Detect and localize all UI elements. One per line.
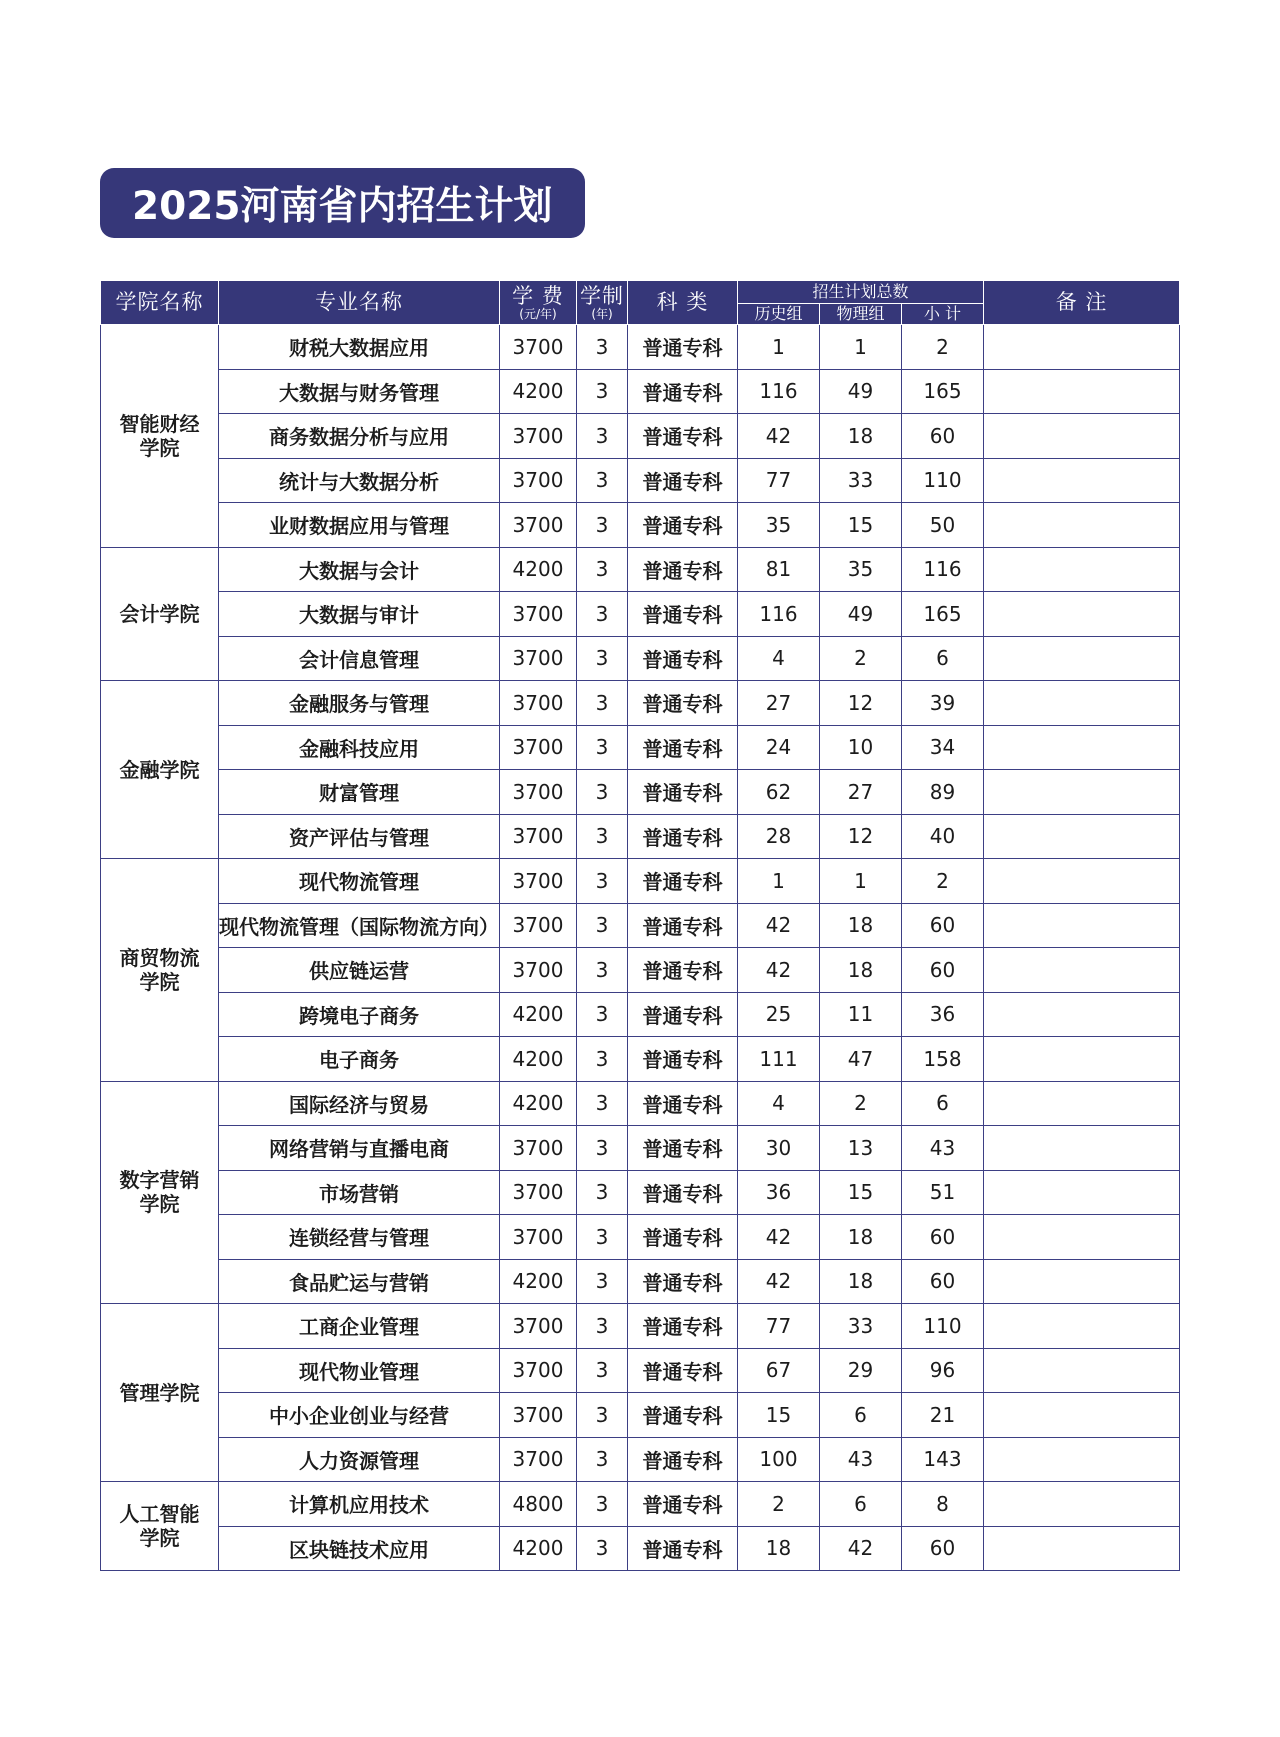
table-row: [101, 325, 1180, 370]
subtotal-cell: 60: [902, 903, 984, 948]
category-cell: 普通专科: [628, 903, 738, 948]
years-cell: 3: [577, 1259, 628, 1304]
history-count-cell: 62: [738, 770, 820, 815]
table-body: [101, 325, 1180, 1571]
enrollment-plan-table: [100, 280, 1180, 1571]
major-cell: 人力资源管理: [219, 1437, 500, 1482]
subtotal-cell: 89: [902, 770, 984, 815]
years-cell: 3: [577, 681, 628, 726]
major-cell: 供应链运营: [219, 948, 500, 993]
history-count-cell: 24: [738, 725, 820, 770]
subtotal-cell: 6: [902, 1081, 984, 1126]
history-count-cell: 81: [738, 547, 820, 592]
physics-count-cell: 1: [820, 325, 902, 370]
table-row: [101, 1081, 1180, 1126]
years-cell: 3: [577, 503, 628, 548]
fee-cell: 3700: [500, 814, 577, 859]
major-cell: 业财数据应用与管理: [219, 503, 500, 548]
fee-cell: 4200: [500, 1037, 577, 1082]
subtotal-cell: 165: [902, 592, 984, 637]
college-name-line: 会计学院: [119, 601, 200, 626]
category-cell: 普通专科: [628, 1170, 738, 1215]
physics-count-cell: 27: [820, 770, 902, 815]
header-category: 科 类: [628, 281, 738, 325]
table-row: [101, 1126, 1180, 1171]
remarks-cell: [984, 1170, 1180, 1215]
physics-count-cell: 1: [820, 859, 902, 904]
remarks-cell: [984, 1037, 1180, 1082]
years-cell: 3: [577, 1081, 628, 1126]
physics-count-cell: 18: [820, 414, 902, 459]
physics-count-cell: 33: [820, 1304, 902, 1349]
table-row: [101, 1259, 1180, 1304]
years-cell: 3: [577, 770, 628, 815]
years-cell: 3: [577, 1304, 628, 1349]
history-count-cell: 116: [738, 592, 820, 637]
fee-cell: 3700: [500, 1170, 577, 1215]
college-cell: [101, 1081, 219, 1304]
college-name-line: 人工智能: [119, 1502, 200, 1526]
major-cell: 财税大数据应用: [219, 325, 500, 370]
years-cell: 3: [577, 1126, 628, 1171]
physics-count-cell: 43: [820, 1437, 902, 1482]
category-cell: 普通专科: [628, 592, 738, 637]
header-physics: 物理组: [820, 304, 902, 325]
remarks-cell: [984, 414, 1180, 459]
fee-cell: 3700: [500, 1126, 577, 1171]
subtotal-cell: 2: [902, 859, 984, 904]
physics-count-cell: 18: [820, 903, 902, 948]
major-cell: 现代物流管理: [219, 859, 500, 904]
subtotal-cell: 116: [902, 547, 984, 592]
header-remarks: 备 注: [984, 281, 1180, 325]
physics-count-cell: 11: [820, 992, 902, 1037]
fee-cell: 4200: [500, 992, 577, 1037]
major-cell: 现代物流管理（国际物流方向）: [219, 903, 500, 948]
history-count-cell: 111: [738, 1037, 820, 1082]
category-cell: 普通专科: [628, 1126, 738, 1171]
history-count-cell: 30: [738, 1126, 820, 1171]
college-name-line: 学院: [139, 435, 180, 460]
history-count-cell: 42: [738, 1215, 820, 1260]
years-cell: 3: [577, 1393, 628, 1438]
physics-count-cell: 15: [820, 503, 902, 548]
major-cell: 大数据与会计: [219, 547, 500, 592]
fee-cell: 4200: [500, 1259, 577, 1304]
history-count-cell: 77: [738, 458, 820, 503]
college-name-line: 数字营销: [119, 1168, 200, 1193]
years-cell: 3: [577, 1037, 628, 1082]
years-cell: 3: [577, 458, 628, 503]
remarks-cell: [984, 592, 1180, 637]
remarks-cell: [984, 1348, 1180, 1393]
subtotal-cell: 34: [902, 725, 984, 770]
category-cell: 普通专科: [628, 770, 738, 815]
table-row: [101, 1304, 1180, 1349]
physics-count-cell: 12: [820, 814, 902, 859]
table-row: [101, 547, 1180, 592]
physics-count-cell: 18: [820, 1259, 902, 1304]
fee-cell: 3700: [500, 1215, 577, 1260]
header-fee: [500, 281, 577, 325]
years-cell: 3: [577, 859, 628, 904]
physics-count-cell: 18: [820, 1215, 902, 1260]
remarks-cell: [984, 369, 1180, 414]
physics-count-cell: 35: [820, 547, 902, 592]
years-cell: 3: [577, 903, 628, 948]
fee-cell: 3700: [500, 859, 577, 904]
major-cell: 金融科技应用: [219, 725, 500, 770]
major-cell: 工商企业管理: [219, 1304, 500, 1349]
major-cell: 电子商务: [219, 1037, 500, 1082]
subtotal-cell: 36: [902, 992, 984, 1037]
table-row: [101, 1437, 1180, 1482]
years-cell: 3: [577, 948, 628, 993]
major-cell: 中小企业创业与经营: [219, 1393, 500, 1438]
history-count-cell: 28: [738, 814, 820, 859]
subtotal-cell: 60: [902, 1215, 984, 1260]
table-row: [101, 414, 1180, 459]
fee-cell: 3700: [500, 503, 577, 548]
history-count-cell: 42: [738, 903, 820, 948]
subtotal-cell: 165: [902, 369, 984, 414]
header-history: 历史组: [738, 304, 820, 325]
remarks-cell: [984, 770, 1180, 815]
header-fee-label: 学 费: [512, 283, 564, 308]
major-cell: 计算机应用技术: [219, 1482, 500, 1527]
table-row: [101, 1482, 1180, 1527]
remarks-cell: [984, 1437, 1180, 1482]
table-row: [101, 1393, 1180, 1438]
college-cell: [101, 681, 219, 859]
category-cell: 普通专科: [628, 725, 738, 770]
college-name-line: 管理学院: [119, 1380, 200, 1405]
category-cell: 普通专科: [628, 681, 738, 726]
remarks-cell: [984, 325, 1180, 370]
subtotal-cell: 51: [902, 1170, 984, 1215]
fee-cell: 3700: [500, 1393, 577, 1438]
category-cell: 普通专科: [628, 369, 738, 414]
header-college: 学院名称: [101, 281, 219, 325]
subtotal-cell: 21: [902, 1393, 984, 1438]
fee-cell: 3700: [500, 903, 577, 948]
header-plan-total: 招生计划总数: [738, 281, 984, 304]
subtotal-cell: 110: [902, 458, 984, 503]
physics-count-cell: 2: [820, 1081, 902, 1126]
category-cell: 普通专科: [628, 1081, 738, 1126]
header-years: [577, 281, 628, 325]
table-row: [101, 1037, 1180, 1082]
college-cell: [101, 1304, 219, 1482]
table-row: [101, 681, 1180, 726]
major-cell: 商务数据分析与应用: [219, 414, 500, 459]
remarks-cell: [984, 503, 1180, 548]
remarks-cell: [984, 458, 1180, 503]
fee-cell: 3700: [500, 1348, 577, 1393]
header-major: 专业名称: [219, 281, 500, 325]
category-cell: 普通专科: [628, 1037, 738, 1082]
history-count-cell: 27: [738, 681, 820, 726]
college-cell: [101, 547, 219, 681]
category-cell: 普通专科: [628, 1526, 738, 1571]
major-cell: 金融服务与管理: [219, 681, 500, 726]
category-cell: 普通专科: [628, 1304, 738, 1349]
category-cell: 普通专科: [628, 1482, 738, 1527]
category-cell: 普通专科: [628, 414, 738, 459]
major-cell: 跨境电子商务: [219, 992, 500, 1037]
history-count-cell: 15: [738, 1393, 820, 1438]
major-cell: 会计信息管理: [219, 636, 500, 681]
subtotal-cell: 39: [902, 681, 984, 726]
history-count-cell: 18: [738, 1526, 820, 1571]
table-row: [101, 903, 1180, 948]
physics-count-cell: 15: [820, 1170, 902, 1215]
physics-count-cell: 33: [820, 458, 902, 503]
major-cell: 资产评估与管理: [219, 814, 500, 859]
category-cell: 普通专科: [628, 948, 738, 993]
fee-cell: 3700: [500, 948, 577, 993]
years-cell: 3: [577, 725, 628, 770]
category-cell: 普通专科: [628, 1437, 738, 1482]
fee-cell: 3700: [500, 1437, 577, 1482]
category-cell: 普通专科: [628, 859, 738, 904]
subtotal-cell: 60: [902, 1259, 984, 1304]
major-cell: 大数据与财务管理: [219, 369, 500, 414]
fee-cell: 4200: [500, 369, 577, 414]
physics-count-cell: 47: [820, 1037, 902, 1082]
physics-count-cell: 10: [820, 725, 902, 770]
remarks-cell: [984, 1482, 1180, 1527]
header-subtotal: 小 计: [902, 304, 984, 325]
table-row: [101, 1348, 1180, 1393]
table-row: [101, 725, 1180, 770]
college-cell: [101, 325, 219, 548]
category-cell: 普通专科: [628, 992, 738, 1037]
remarks-cell: [984, 903, 1180, 948]
remarks-cell: [984, 1081, 1180, 1126]
history-count-cell: 100: [738, 1437, 820, 1482]
category-cell: 普通专科: [628, 1393, 738, 1438]
remarks-cell: [984, 814, 1180, 859]
category-cell: 普通专科: [628, 547, 738, 592]
college-cell: [101, 859, 219, 1082]
physics-count-cell: 13: [820, 1126, 902, 1171]
physics-count-cell: 6: [820, 1482, 902, 1527]
history-count-cell: 42: [738, 1259, 820, 1304]
remarks-cell: [984, 948, 1180, 993]
years-cell: 3: [577, 592, 628, 637]
subtotal-cell: 60: [902, 414, 984, 459]
years-cell: 3: [577, 814, 628, 859]
major-cell: 市场营销: [219, 1170, 500, 1215]
subtotal-cell: 40: [902, 814, 984, 859]
table-row: [101, 859, 1180, 904]
physics-count-cell: 6: [820, 1393, 902, 1438]
remarks-cell: [984, 1526, 1180, 1571]
fee-cell: 4200: [500, 547, 577, 592]
history-count-cell: 36: [738, 1170, 820, 1215]
table-row: [101, 1215, 1180, 1260]
college-name-line: 商贸物流: [119, 945, 200, 970]
subtotal-cell: 60: [902, 1526, 984, 1571]
physics-count-cell: 42: [820, 1526, 902, 1571]
history-count-cell: 42: [738, 414, 820, 459]
physics-count-cell: 49: [820, 592, 902, 637]
years-cell: 3: [577, 1215, 628, 1260]
fee-cell: 4800: [500, 1482, 577, 1527]
category-cell: 普通专科: [628, 1215, 738, 1260]
fee-cell: 3700: [500, 681, 577, 726]
years-cell: 3: [577, 547, 628, 592]
table-header: [101, 281, 1180, 325]
fee-cell: 3700: [500, 325, 577, 370]
table-row: [101, 503, 1180, 548]
table-row: [101, 948, 1180, 993]
college-name-line: 学院: [139, 969, 180, 994]
category-cell: 普通专科: [628, 636, 738, 681]
fee-cell: 3700: [500, 592, 577, 637]
subtotal-cell: 6: [902, 636, 984, 681]
subtotal-cell: 60: [902, 948, 984, 993]
years-cell: 3: [577, 1437, 628, 1482]
table-row: [101, 1170, 1180, 1215]
history-count-cell: 4: [738, 1081, 820, 1126]
category-cell: 普通专科: [628, 503, 738, 548]
college-name-line: 学院: [139, 1192, 180, 1217]
table-row: [101, 592, 1180, 637]
fee-cell: 4200: [500, 1081, 577, 1126]
major-cell: 连锁经营与管理: [219, 1215, 500, 1260]
fee-cell: 3700: [500, 725, 577, 770]
remarks-cell: [984, 681, 1180, 726]
header-fee-unit: (元/年): [519, 306, 557, 321]
history-count-cell: 25: [738, 992, 820, 1037]
fee-cell: 3700: [500, 414, 577, 459]
years-cell: 3: [577, 1526, 628, 1571]
remarks-cell: [984, 1304, 1180, 1349]
category-cell: 普通专科: [628, 325, 738, 370]
subtotal-cell: 110: [902, 1304, 984, 1349]
major-cell: 区块链技术应用: [219, 1526, 500, 1571]
history-count-cell: 4: [738, 636, 820, 681]
major-cell: 现代物业管理: [219, 1348, 500, 1393]
years-cell: 3: [577, 414, 628, 459]
header-years-unit: (年): [591, 306, 613, 321]
page-title: 2025河南省内招生计划: [100, 168, 585, 238]
table-row: [101, 636, 1180, 681]
remarks-cell: [984, 1393, 1180, 1438]
remarks-cell: [984, 859, 1180, 904]
major-cell: 财富管理: [219, 770, 500, 815]
history-count-cell: 67: [738, 1348, 820, 1393]
subtotal-cell: 143: [902, 1437, 984, 1482]
table-row: [101, 458, 1180, 503]
subtotal-cell: 2: [902, 325, 984, 370]
category-cell: 普通专科: [628, 458, 738, 503]
years-cell: 3: [577, 992, 628, 1037]
history-count-cell: 1: [738, 325, 820, 370]
years-cell: 3: [577, 369, 628, 414]
table-row: [101, 770, 1180, 815]
history-count-cell: 42: [738, 948, 820, 993]
history-count-cell: 1: [738, 859, 820, 904]
history-count-cell: 116: [738, 369, 820, 414]
physics-count-cell: 12: [820, 681, 902, 726]
physics-count-cell: 2: [820, 636, 902, 681]
physics-count-cell: 49: [820, 369, 902, 414]
history-count-cell: 2: [738, 1482, 820, 1527]
college-cell: [101, 1482, 219, 1571]
history-count-cell: 35: [738, 503, 820, 548]
table-row: [101, 369, 1180, 414]
major-cell: 大数据与审计: [219, 592, 500, 637]
subtotal-cell: 96: [902, 1348, 984, 1393]
fee-cell: 3700: [500, 770, 577, 815]
remarks-cell: [984, 1126, 1180, 1171]
physics-count-cell: 29: [820, 1348, 902, 1393]
fee-cell: 3700: [500, 458, 577, 503]
years-cell: 3: [577, 636, 628, 681]
table-row: [101, 814, 1180, 859]
college-name-line: 学院: [139, 1526, 180, 1550]
remarks-cell: [984, 636, 1180, 681]
physics-count-cell: 18: [820, 948, 902, 993]
college-name-line: 智能财经: [119, 411, 200, 436]
years-cell: 3: [577, 325, 628, 370]
years-cell: 3: [577, 1348, 628, 1393]
subtotal-cell: 8: [902, 1482, 984, 1527]
remarks-cell: [984, 1259, 1180, 1304]
fee-cell: 3700: [500, 636, 577, 681]
category-cell: 普通专科: [628, 1259, 738, 1304]
category-cell: 普通专科: [628, 814, 738, 859]
subtotal-cell: 50: [902, 503, 984, 548]
years-cell: 3: [577, 1482, 628, 1527]
remarks-cell: [984, 725, 1180, 770]
table-row: [101, 992, 1180, 1037]
category-cell: 普通专科: [628, 1348, 738, 1393]
major-cell: 国际经济与贸易: [219, 1081, 500, 1126]
major-cell: 网络营销与直播电商: [219, 1126, 500, 1171]
subtotal-cell: 158: [902, 1037, 984, 1082]
major-cell: 统计与大数据分析: [219, 458, 500, 503]
remarks-cell: [984, 547, 1180, 592]
remarks-cell: [984, 992, 1180, 1037]
fee-cell: 3700: [500, 1304, 577, 1349]
fee-cell: 4200: [500, 1526, 577, 1571]
table-row: [101, 1526, 1180, 1571]
history-count-cell: 77: [738, 1304, 820, 1349]
college-name-line: 金融学院: [119, 757, 200, 782]
major-cell: 食品贮运与营销: [219, 1259, 500, 1304]
years-cell: 3: [577, 1170, 628, 1215]
subtotal-cell: 43: [902, 1126, 984, 1171]
remarks-cell: [984, 1215, 1180, 1260]
header-years-label: 学制: [580, 283, 624, 308]
